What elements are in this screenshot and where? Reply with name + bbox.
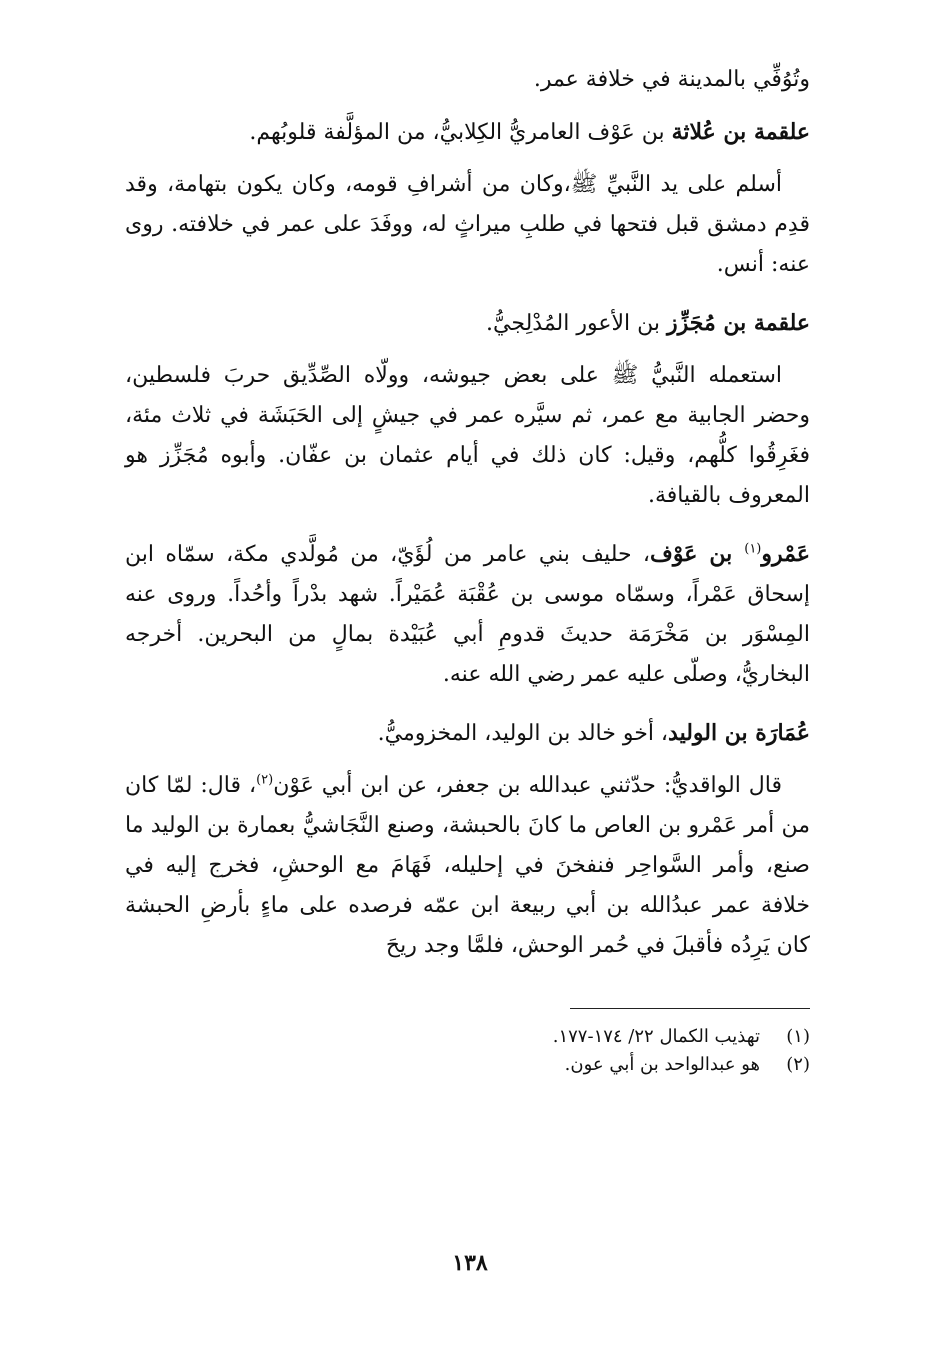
- entry-name: عَمْرو: [761, 541, 810, 567]
- paragraph-5-text: استعمله النَّبيُّ ﷺ على بعض جيوشه، وولّاه الصِّدِّيق حربَ فلسطين، وحضر الجابية مع عمر، ثم سيَّره عمر في جيشٍ إلى الحَبَشَة في ثلاث مئة، فغَرِقُوا كلُّهم، وقيل: كان ذلك في أيام عثمان بن عفّان. وأبوه مُجَزِّز هو المعروف بالقيافة.: [125, 363, 810, 508]
- footnote-marker-1[interactable]: (١): [744, 541, 762, 557]
- footnote-number: (٢): [786, 1054, 810, 1075]
- footnote-1: [125, 1023, 810, 1051]
- footnote-text: هو عبدالواحد بن أبي عون.: [564, 1054, 760, 1075]
- document-page: [125, 60, 810, 1350]
- entry-alqama-ibn-ulatha: [125, 112, 810, 153]
- entry-name: علقمة بن عُلاثة: [671, 119, 810, 145]
- footnote-number: (١): [786, 1026, 810, 1047]
- footnote-divider: [570, 1008, 810, 1009]
- footnote-text: تهذيب الكمال ٢٢/ ١٧٤-١٧٧.: [552, 1026, 760, 1047]
- entry-description: بن عَوْف العامريُّ الكِلابيُّ، من المؤلَّفة قلوبُهم.: [249, 120, 672, 145]
- entry-name: عُمَارَة بن الوليد: [668, 720, 810, 746]
- footnotes: [125, 1023, 810, 1079]
- paragraph-1-text: وتُوُفِّي بالمدينة في خلافة عمر.: [533, 67, 810, 92]
- paragraph-3: [125, 165, 810, 285]
- footnote-2: [125, 1051, 810, 1079]
- paragraph-5: [125, 356, 810, 516]
- entry-umara-ibn-al-walid: [125, 713, 810, 754]
- entry-name: علقمة بن مُجَزِّز: [667, 310, 810, 336]
- paragraph-8-text: قال الواقديُّ: حدّثني عبدالله بن جعفر، عن ابن أبي عَوْن: [273, 773, 782, 798]
- paragraph-8-text-continued: ، قال: لمّا كان من أمر عَمْرو بن العاص ما كانَ بالحبشة، وصنع النَّجَاشيُّ بعمارة بن الوليد ما صنع، وأمر السَّواحِر فنفخنَ في إحليله، فَهَامَ مع الوحشِ، فخرج إليه في خلافة عمر عبدُالله بن أبي ربيعة ابن عمّه فرصده على ماءٍ بأرضِ الحبشة كان يَرِدُه فأقبلَ في حُمر الوحش، فلمَّا وجد ريحَ: [125, 773, 810, 958]
- entry-description: بن الأعور المُدْلِجيُّ.: [486, 311, 667, 336]
- page-number: ١٣٨: [452, 1250, 488, 1276]
- entry-alqama-ibn-mujazziz: [125, 303, 810, 344]
- entry-description: ، حليف بني عامر من لُؤَيّ، من مُولَّدي مكة، سمّاه ابن إسحاق عَمْراً، وسمّاه موسى بن عُقْبَة عُمَيْراً. شهد بدْراً وأحُداً. وروى عنه المِسْوَر بن مَخْرَمَة حديثَ قدومِ أبي عُبَيْدة بمالٍ من البحرين. أخرجه البخاريُّ، وصلّى عليه عمر رضي الله عنه.: [125, 542, 810, 687]
- entry-name-continued: بن عَوْف: [650, 541, 745, 567]
- entry-description: ، أخو خالد بن الوليد، المخزوميُّ.: [377, 721, 669, 746]
- paragraph-8: [125, 766, 810, 966]
- entry-amr-ibn-awf: [125, 534, 810, 695]
- paragraph-1: [125, 60, 810, 100]
- footnote-marker-2[interactable]: (٢): [256, 772, 274, 788]
- paragraph-3-text: أسلم على يد النَّبيِّ ﷺ،وكان من أشرافِ قومه، وكان يكون بتهامة، وقد قدِم دمشق قبل فتحها في طلبِ ميراثٍ له، ووفَدَ على عمر في خلافته. روى عنه: أنس.: [125, 172, 810, 277]
